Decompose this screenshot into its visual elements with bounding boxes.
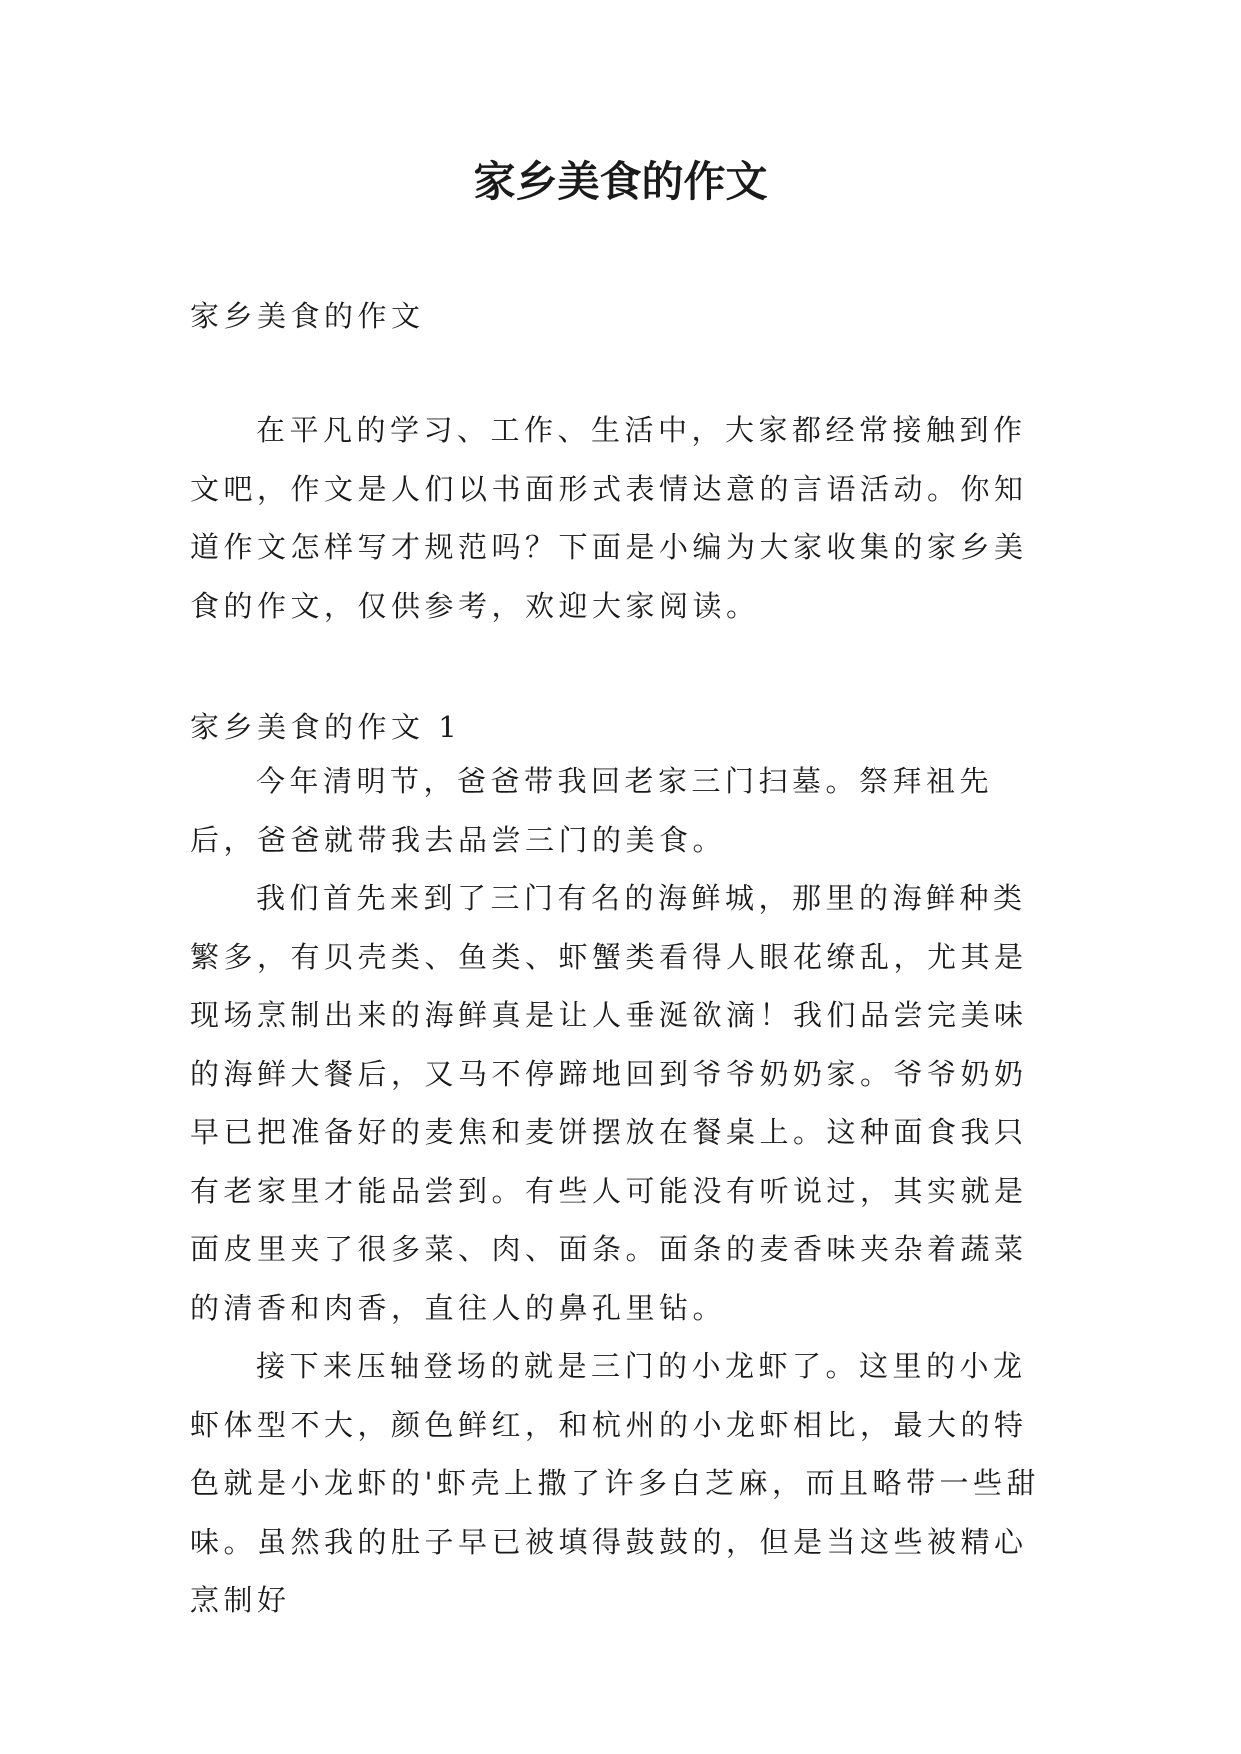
body-paragraph: 今年清明节，爸爸带我回老家三门扫墓。祭拜祖先后，爸爸就带我去品尝三门的美食。 [190, 764, 994, 857]
document-subtitle: 家乡美食的作文 [190, 299, 425, 333]
body-paragraph: 接下来压轴登场的就是三门的小龙虾了。这里的小龙虾体型不大，颜色鲜红，和杭州的小龙虾相比，最大的特色就是小龙虾的'虾壳上撒了许多白芝麻，而且略带一些甜味。虽然我的肚子早已被填得鼓鼓的，但是当这些被精心烹制好 [190, 1349, 1040, 1617]
body-paragraph: 我们首先来到了三门有名的海鲜城，那里的海鲜种类繁多，有贝壳类、鱼类、虾蟹类看得人眼花缭乱，尤其是现场烹制出来的海鲜真是让人垂涎欲滴！我们品尝完美味的海鲜大餐后，又马不停蹄地回到爷爷奶奶家。爷爷奶奶早已把准备好的麦焦和麦饼摆放在餐桌上。这种面食我只有老家里才能品尝到。有些人可能没有听说过，其实就是面皮里夹了很多菜、肉、面条。面条的麦香味夹杂着蔬菜的清香和肉香，直往人的鼻孔里钻。 [190, 881, 1028, 1325]
section-heading: 家乡美食的作文 1 [190, 710, 462, 744]
document-title: 家乡美食的作文 [473, 157, 768, 206]
section-body [190, 752, 1052, 1630]
intro-paragraph: 在平凡的学习、工作、生活中，大家都经常接触到作文吧，作文是人们以书面形式表情达意的言语活动。你知道作文怎样写才规范吗？下面是小编为大家收集的家乡美食的作文，仅供参考，欢迎大家阅读。 [190, 413, 1028, 623]
